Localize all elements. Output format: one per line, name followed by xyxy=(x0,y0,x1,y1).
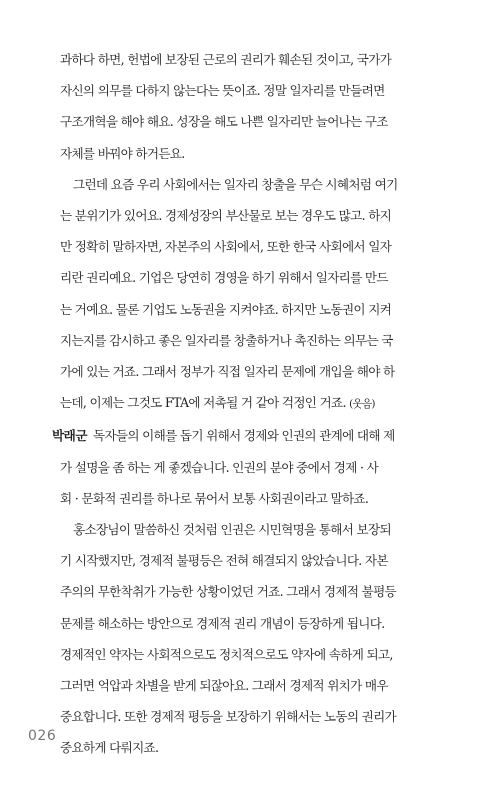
body-text xyxy=(52,44,440,764)
text-line xyxy=(60,387,440,420)
text-line: 가 설명을 좀 하는 게 좋겠습니다. 인권의 분야 중에서 경제 · 사 xyxy=(60,459,379,475)
text-line: 홍소장님이 말씀하신 것처럼 인권은 시민혁명을 통해서 보장되 xyxy=(73,522,391,538)
text-line: 과하다 하면, 헌법에 보장된 근로의 권리가 훼손된 것이고, 국가가 xyxy=(60,52,392,67)
text-line: 자체를 바꿔야 하거든요. xyxy=(60,145,185,161)
text-line: 중요하게 다뤄지죠. xyxy=(60,740,159,756)
text-line: 만 정확히 말하자면, 자본주의 사회에서, 또한 한국 사회에서 일자 xyxy=(60,239,392,255)
text-line: 지는지를 감시하고 좋은 일자리를 창출하거나 촉진하는 의무는 국 xyxy=(60,332,393,348)
text-line: 회 · 문화적 권리를 하나로 묶어서 보통 사회권이라고 말하죠. xyxy=(60,490,369,506)
text-line: 가에 있는 거죠. 그래서 정부가 직접 일자리 문제에 개입을 해야 하 xyxy=(60,364,395,380)
text-line: 구조개혁을 해야 해요. 성장을 해도 나쁜 일자리만 늘어나는 구조 xyxy=(60,114,388,130)
text-line: 리란 권리예요. 기업은 당연히 경영을 하기 위해서 일자리를 만드 xyxy=(60,270,388,286)
text-line: 중요합니다. 또한 경제적 평등을 보장하기 위해서는 노동의 권리가 xyxy=(60,709,396,725)
text-line: 그러면 억압과 차별을 받게 되잖아요. 그래서 경제적 위치가 매우 xyxy=(60,678,388,694)
text-line: 경제적인 약자는 사회적으로도 정치적으로도 약자에 속하게 되고, xyxy=(60,646,393,662)
text-line: 자신의 의무를 다하지 않는다는 뜻이죠. 정말 일자리를 만들려면 xyxy=(60,83,385,99)
text-line: 는 거예요. 물론 기업도 노동권을 지켜야죠. 하지만 노동권이 지켜 xyxy=(60,301,392,317)
text-line: 그런데 요즘 우리 사회에서는 일자리 창출을 무슨 시혜처럼 여기 xyxy=(73,176,398,192)
speaker-name: 박래군 xyxy=(52,428,87,444)
text-line: 는 분위기가 있어요. 경제성장의 부산물로 보는 경우도 많고. 하지 xyxy=(60,208,392,224)
text-line: 주의의 무한착취가 가능한 상황이었던 거죠. 그래서 경제적 불평등 xyxy=(60,584,396,600)
text-line: 문제를 해소하는 방안으로 경제적 권리 개념이 등장하게 됩니다. xyxy=(60,615,385,631)
laugh-note: (웃음) xyxy=(349,398,375,411)
text-line xyxy=(52,420,440,451)
page-number: 026 xyxy=(28,728,57,744)
text-fragment: 는데, 이제는 그것도 FTA에 저촉될 거 같아 걱정인 거죠. xyxy=(60,395,346,411)
text-line: 기 시작했지만, 경제적 불평등은 전혀 해결되지 않았습니다. 자본 xyxy=(60,553,388,569)
text-fragment: 독자들의 이해를 돕기 위해서 경제와 인권의 관계에 대해 제 xyxy=(93,428,395,444)
